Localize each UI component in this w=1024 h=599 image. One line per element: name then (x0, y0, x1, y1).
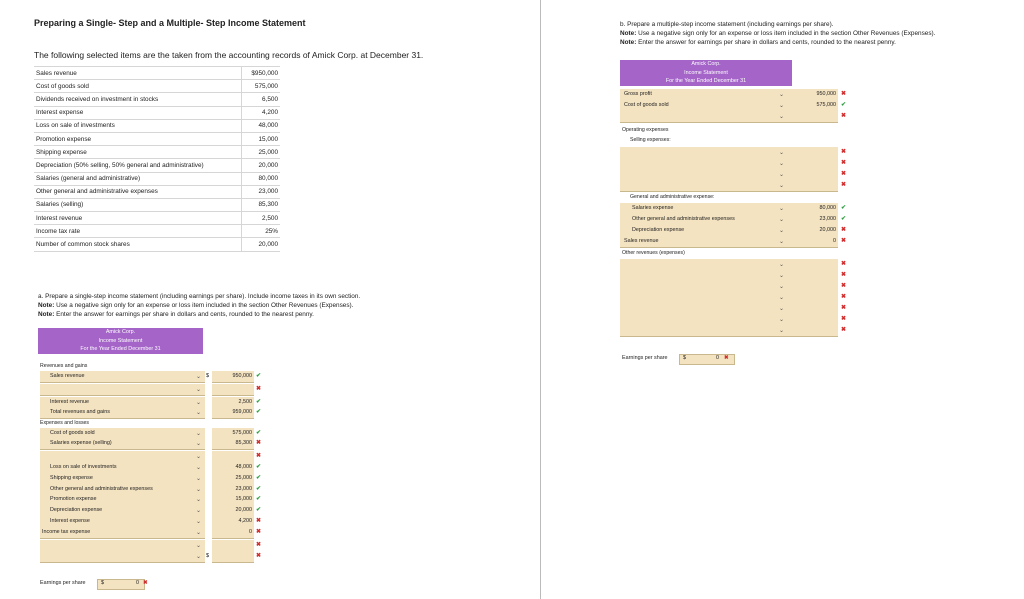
given-label: Other general and administrative expenses (34, 185, 242, 198)
part-b-company: Amick Corp. (691, 61, 721, 67)
given-value: 23,000 (242, 185, 281, 198)
amount-value: 575,000 (232, 430, 252, 436)
account-label: Interest expense (50, 518, 90, 524)
given-row (34, 93, 280, 106)
section-revenues-label: Revenues and gains (40, 363, 88, 369)
given-value: 48,000 (242, 119, 281, 132)
account-select[interactable] (40, 540, 205, 552)
chevron-down-icon[interactable]: ⌄ (779, 306, 785, 312)
amount-input[interactable] (212, 384, 254, 396)
account-label: Other general and administrative expenses (632, 216, 735, 222)
amount-value: 85,300 (235, 440, 252, 446)
given-label: Interest revenue (34, 212, 242, 225)
account-select[interactable] (620, 281, 788, 293)
given-row (34, 119, 280, 132)
chevron-down-icon[interactable]: ⌄ (779, 295, 785, 301)
cross-icon: ✖ (841, 149, 847, 155)
amount-value: 25,000 (235, 475, 252, 481)
given-value: 85,300 (242, 198, 281, 211)
check-icon: ✔ (256, 496, 262, 502)
cross-icon: ✖ (256, 386, 262, 392)
dollar-sign: $ (206, 553, 210, 559)
given-row (34, 198, 280, 211)
given-data-table (34, 66, 280, 252)
chevron-down-icon[interactable]: ⌄ (779, 328, 785, 334)
amount-value: 23,000 (819, 216, 836, 222)
cross-icon: ✖ (841, 238, 847, 244)
given-label: Interest expense (34, 106, 242, 119)
intro-text: The following selected items are the taken from the accounting records of Amick Corp. at December 31. (34, 50, 424, 60)
cross-icon: ✖ (841, 171, 847, 177)
section-expenses-label: Expenses and losses (40, 420, 90, 426)
amount-value: 20,000 (235, 507, 252, 513)
chevron-down-icon[interactable]: ⌄ (196, 530, 202, 536)
statement-row (0, 407, 262, 418)
chevron-down-icon[interactable]: ⌄ (196, 441, 202, 447)
panel-divider (540, 0, 541, 599)
statement-row (0, 505, 262, 516)
chevron-down-icon[interactable]: ⌄ (196, 400, 202, 406)
part-a-instructions (38, 292, 478, 319)
statement-row (0, 527, 262, 538)
dollar-sign: $ (683, 355, 686, 361)
part-b-instructions (620, 20, 1020, 47)
check-icon: ✔ (256, 464, 262, 470)
account-label: Salaries expense (selling) (50, 440, 112, 446)
eps-label: Earnings per share (622, 355, 668, 361)
amount-input[interactable] (212, 451, 254, 463)
chevron-down-icon[interactable]: ⌄ (196, 554, 202, 560)
given-value: 15,000 (242, 132, 281, 145)
given-value: 20,000 (242, 159, 281, 172)
other-revenues-label: Other revenues (expenses) (622, 250, 685, 256)
chevron-down-icon[interactable]: ⌄ (196, 374, 202, 380)
amount-value: 4,200 (238, 518, 252, 524)
cross-icon: ✖ (841, 316, 847, 322)
statement-row (0, 438, 262, 449)
cross-icon: ✖ (256, 553, 262, 559)
amount-input[interactable] (786, 169, 838, 181)
given-value: $950,000 (242, 67, 281, 80)
chevron-down-icon[interactable]: ⌄ (779, 161, 785, 167)
dollar-sign: $ (101, 580, 104, 586)
chevron-down-icon[interactable]: ⌄ (779, 317, 785, 323)
part-a-company: Amick Corp. (105, 329, 136, 335)
amount-input[interactable] (786, 111, 838, 123)
cross-icon: ✖ (841, 283, 847, 289)
amount-value: 23,000 (235, 486, 252, 492)
dollar-sign: $ (206, 373, 210, 379)
part-a-statement-header (38, 328, 203, 354)
check-icon: ✔ (256, 507, 262, 513)
statement-row (0, 516, 262, 527)
cross-icon: ✖ (841, 227, 847, 233)
amount-value: 48,000 (235, 464, 252, 470)
given-value: 25,000 (242, 146, 281, 159)
cross-icon: ✖ (143, 580, 148, 586)
given-value: 25% (242, 225, 281, 238)
statement-row (0, 462, 262, 473)
statement-row (0, 180, 847, 191)
chevron-down-icon[interactable]: ⌄ (196, 543, 202, 549)
account-select[interactable] (620, 147, 788, 159)
given-row (34, 146, 280, 159)
account-select[interactable] (620, 111, 788, 123)
amount-input[interactable] (212, 551, 254, 563)
part-b-instruction: b. Prepare a multiple-step income statement (including earnings per share). (620, 21, 834, 28)
given-row (34, 159, 280, 172)
cross-icon: ✖ (256, 542, 262, 548)
chevron-down-icon[interactable]: ⌄ (779, 239, 785, 245)
account-select[interactable] (620, 158, 788, 170)
chevron-down-icon[interactable]: ⌄ (196, 476, 202, 482)
chevron-down-icon[interactable]: ⌄ (196, 465, 202, 471)
chevron-down-icon[interactable]: ⌄ (779, 114, 785, 120)
account-select[interactable] (620, 180, 788, 192)
given-row (34, 185, 280, 198)
amount-value: 950,000 (232, 373, 252, 379)
given-row (34, 238, 280, 251)
check-icon: ✔ (256, 373, 262, 379)
given-label: Dividends received on investment in stocks (34, 93, 242, 106)
amount-input[interactable] (786, 314, 838, 326)
account-select[interactable] (620, 259, 788, 271)
given-label: Loss on sale of investments (34, 119, 242, 132)
statement-row (0, 551, 262, 562)
account-label: Interest revenue (50, 399, 89, 405)
given-label: Depreciation (50% selling, 50% general and administrative) (34, 159, 242, 172)
statement-row (0, 540, 262, 551)
account-select[interactable] (620, 169, 788, 181)
amount-input[interactable] (786, 281, 838, 293)
eps-label: Earnings per share (40, 580, 86, 586)
amount-input[interactable] (786, 180, 838, 192)
check-icon: ✔ (256, 486, 262, 492)
chevron-down-icon[interactable]: ⌄ (196, 519, 202, 525)
part-a-note-1: Note: Use a negative sign only for an expense or loss item included in the section Other Revenues (Expenses). (38, 302, 354, 309)
account-select[interactable] (40, 384, 205, 396)
chevron-down-icon[interactable]: ⌄ (779, 273, 785, 279)
statement-row (0, 100, 847, 111)
check-icon: ✔ (256, 409, 262, 415)
chevron-down-icon[interactable]: ⌄ (779, 217, 785, 223)
part-a-period: For the Year Ended December 31 (80, 346, 161, 353)
statement-row (0, 473, 262, 484)
given-label: Promotion expense (34, 132, 242, 145)
account-label: Loss on sale of investments (50, 464, 117, 470)
amount-value: 20,000 (819, 227, 836, 233)
amount-value: 950,000 (816, 91, 836, 97)
amount-value: 0 (833, 238, 836, 244)
amount-input[interactable] (212, 540, 254, 552)
account-label: Depreciation expense (50, 507, 103, 513)
statement-row (0, 494, 262, 505)
part-a-statement-name: Income Statement (98, 337, 143, 344)
part-a-instruction: a. Prepare a single-step income statement (including earnings per share). Include income taxes in its own section. (38, 293, 361, 300)
account-label: Salaries expense (632, 205, 674, 211)
account-label: Gross profit (624, 91, 652, 97)
amount-value: 80,000 (819, 205, 836, 211)
chevron-down-icon[interactable]: ⌄ (196, 487, 202, 493)
given-value: 4,200 (242, 106, 281, 119)
chevron-down-icon[interactable]: ⌄ (196, 454, 202, 460)
cross-icon: ✖ (841, 327, 847, 333)
check-icon: ✔ (256, 399, 262, 405)
chevron-down-icon[interactable]: ⌄ (779, 206, 785, 212)
account-select[interactable] (40, 451, 205, 463)
account-label: Depreciation expense (632, 227, 685, 233)
account-select[interactable] (620, 303, 788, 315)
selling-expenses-label: Selling expenses: (630, 137, 671, 143)
statement-row (0, 281, 847, 292)
part-a-note-2: Note: Enter the answer for earnings per share in dollars and cents, rounded to the nearest penny. (38, 311, 314, 318)
account-select[interactable] (620, 270, 788, 282)
chevron-down-icon[interactable]: ⌄ (779, 228, 785, 234)
cross-icon: ✖ (841, 182, 847, 188)
chevron-down-icon[interactable]: ⌄ (196, 508, 202, 514)
given-label: Salaries (selling) (34, 198, 242, 211)
account-label: Sales revenue (624, 238, 659, 244)
amount-input[interactable] (786, 270, 838, 282)
account-label: Cost of goods sold (624, 102, 669, 108)
page-title: Preparing a Single- Step and a Multiple- Step Income Statement (34, 18, 306, 28)
part-b-note-1: Note: Use a negative sign only for an expense or loss item included in the section Other Revenues (Expenses). (620, 30, 936, 37)
amount-input[interactable] (786, 292, 838, 304)
amount-input[interactable] (786, 158, 838, 170)
statement-row (0, 270, 847, 281)
account-label: Income tax expense (42, 529, 91, 535)
given-row (34, 212, 280, 225)
amount-input[interactable] (786, 259, 838, 271)
amount-value: 15,000 (235, 496, 252, 502)
chevron-down-icon[interactable]: ⌄ (779, 284, 785, 290)
account-label: Total revenues and gains (50, 409, 110, 415)
given-value: 20,000 (242, 238, 281, 251)
check-icon: ✔ (841, 205, 847, 211)
given-value: 575,000 (242, 80, 281, 93)
part-b-statement-header (620, 60, 792, 86)
eps-value: 0 (716, 355, 719, 361)
chevron-down-icon[interactable]: ⌄ (196, 387, 202, 393)
amount-value: 2,500 (238, 399, 252, 405)
given-label: Sales revenue (34, 67, 242, 80)
chevron-down-icon[interactable]: ⌄ (779, 103, 785, 109)
statement-row (0, 371, 262, 382)
given-value: 6,500 (242, 93, 281, 106)
chevron-down-icon[interactable]: ⌄ (196, 431, 202, 437)
chevron-down-icon[interactable]: ⌄ (779, 262, 785, 268)
chevron-down-icon[interactable]: ⌄ (779, 150, 785, 156)
cross-icon: ✖ (841, 305, 847, 311)
amount-input[interactable] (786, 147, 838, 159)
cross-icon: ✖ (256, 529, 262, 535)
amount-value: 959,000 (232, 409, 252, 415)
cross-icon: ✖ (841, 113, 847, 119)
check-icon: ✔ (256, 475, 262, 481)
account-select[interactable] (620, 314, 788, 326)
given-label: Cost of goods sold (34, 80, 242, 93)
amount-input[interactable] (786, 325, 838, 337)
cross-icon: ✖ (841, 160, 847, 166)
given-row (34, 132, 280, 145)
account-select[interactable] (620, 292, 788, 304)
check-icon: ✔ (841, 102, 847, 108)
given-label: Number of common stock shares (34, 238, 242, 251)
given-value: 80,000 (242, 172, 281, 185)
given-row (34, 67, 280, 80)
account-select[interactable] (40, 551, 205, 563)
chevron-down-icon[interactable]: ⌄ (196, 497, 202, 503)
chevron-down-icon[interactable]: ⌄ (779, 172, 785, 178)
account-label: Other general and administrative expenses (50, 486, 153, 492)
cross-icon: ✖ (256, 518, 262, 524)
chevron-down-icon[interactable]: ⌄ (779, 92, 785, 98)
account-label: Promotion expense (50, 496, 97, 502)
cross-icon: ✖ (841, 261, 847, 267)
amount-value: 575,000 (816, 102, 836, 108)
cross-icon: ✖ (724, 355, 729, 361)
chevron-down-icon[interactable]: ⌄ (779, 183, 785, 189)
given-label: Income tax rate (34, 225, 242, 238)
statement-row (0, 384, 262, 395)
given-row (34, 106, 280, 119)
part-b-note-2: Note: Enter the answer for earnings per share in dollars and cents, rounded to the nearest penny. (620, 39, 896, 46)
chevron-down-icon[interactable]: ⌄ (196, 410, 202, 416)
ga-expenses-label: General and administrative expense: (630, 194, 715, 200)
statement-row (0, 451, 262, 462)
cross-icon: ✖ (256, 440, 262, 446)
given-row (34, 172, 280, 185)
given-label: Salaries (general and administrative) (34, 172, 242, 185)
account-label: Sales revenue (50, 373, 85, 379)
given-label: Shipping expense (34, 146, 242, 159)
statement-row (0, 259, 847, 270)
check-icon: ✔ (256, 430, 262, 436)
part-b-period: For the Year Ended December 31 (665, 78, 747, 85)
operating-expenses-label: Operating expenses (622, 127, 669, 133)
cross-icon: ✖ (256, 453, 262, 459)
amount-value: 0 (249, 529, 252, 535)
given-value: 2,500 (242, 212, 281, 225)
amount-input[interactable] (786, 303, 838, 315)
cross-icon: ✖ (841, 272, 847, 278)
account-label: Shipping expense (50, 475, 93, 481)
account-select[interactable] (620, 325, 788, 337)
account-label: Cost of goods sold (50, 430, 95, 436)
given-row (34, 80, 280, 93)
cross-icon: ✖ (841, 294, 847, 300)
check-icon: ✔ (841, 216, 847, 222)
given-row (34, 225, 280, 238)
eps-value: 0 (136, 580, 139, 586)
cross-icon: ✖ (841, 91, 847, 97)
part-b-statement-name: Income Statement (684, 69, 728, 76)
